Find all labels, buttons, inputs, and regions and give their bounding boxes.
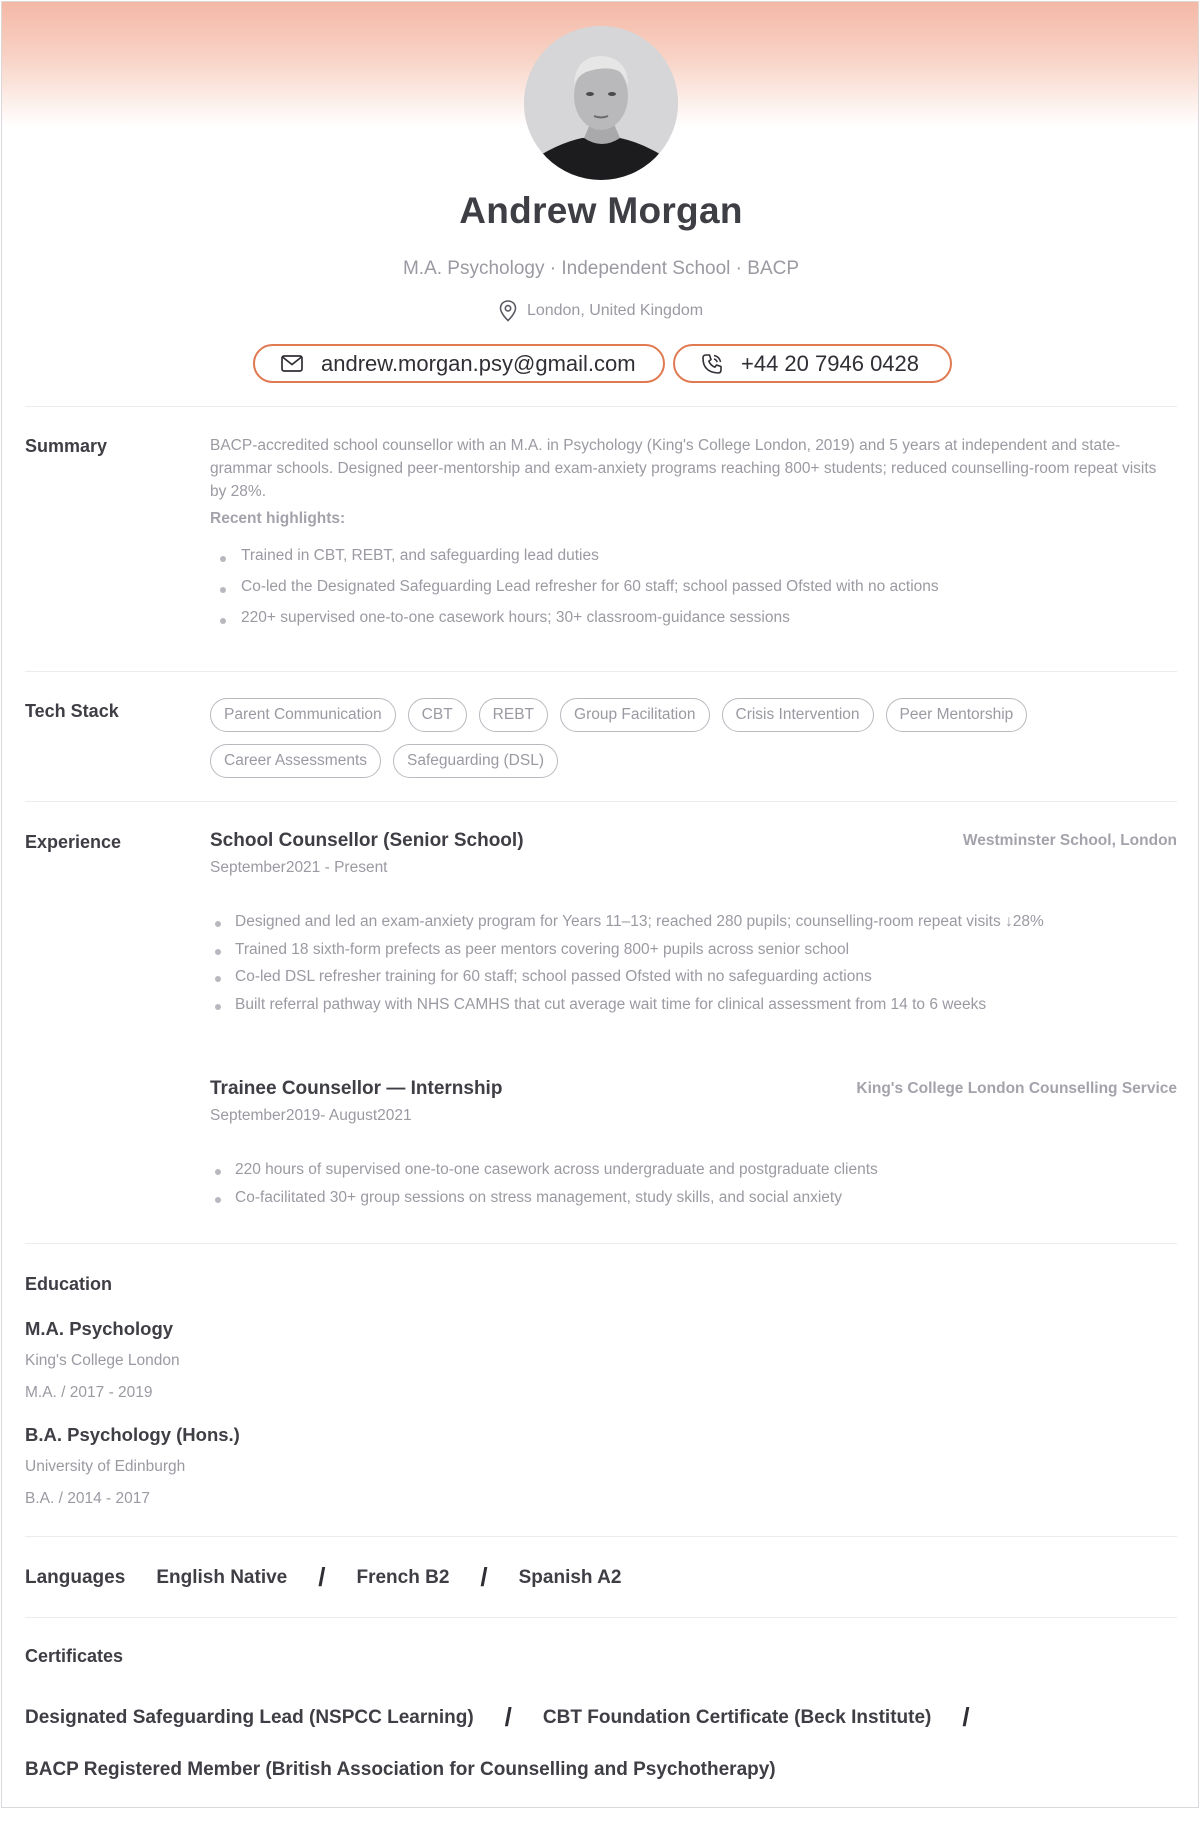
list-item: Co-facilitated 30+ group sessions on stress management, study skills, and social anxiety bbox=[210, 1189, 1177, 1217]
candidate-name: Andrew Morgan bbox=[459, 190, 743, 231]
phone-text: +44 20 7946 0428 bbox=[741, 350, 920, 376]
summary-heading: Summary bbox=[25, 436, 108, 456]
phone-icon bbox=[701, 353, 723, 375]
job-entry bbox=[210, 830, 1177, 1023]
skill-tag: Crisis Intervention bbox=[722, 698, 874, 732]
list-item: Trained 18 sixth-form prefects as peer mentors covering 800+ pupils across senior school bbox=[210, 941, 1177, 969]
certificates-row bbox=[25, 1759, 776, 1781]
job-company: Westminster School, London bbox=[962, 832, 1177, 849]
skill-tag: CBT bbox=[408, 698, 467, 732]
location-text: London, United Kingdom bbox=[526, 302, 704, 319]
experience-heading: Experience bbox=[25, 832, 122, 852]
list-item: 220 hours of supervised one-to-one casework across undergraduate and postgraduate clients bbox=[210, 1161, 1177, 1189]
list-item: Co-led the Designated Safeguarding Lead refresher for 60 staff; school passed Ofsted with no actions bbox=[210, 578, 939, 609]
edu-school: University of Edinburgh bbox=[25, 1458, 186, 1475]
candidate-tagline: M.A. Psychology · Independent School · BACP bbox=[402, 258, 800, 279]
edu-school: King's College London bbox=[25, 1352, 180, 1369]
languages-heading: Languages bbox=[25, 1566, 126, 1588]
divider bbox=[25, 1536, 1177, 1537]
separator: / bbox=[318, 1562, 326, 1592]
email-text: andrew.morgan.psy@gmail.com bbox=[321, 350, 636, 376]
highlights-list bbox=[210, 547, 939, 640]
skill-tag: Career Assessments bbox=[210, 744, 381, 778]
map-pin-icon bbox=[499, 300, 517, 322]
list-item: Co-led DSL refresher training for 60 staff; school passed Ofsted with no safeguarding actions bbox=[210, 968, 1177, 996]
list-item: Designed and led an exam-anxiety program for Years 11–13; reached 280 pupils; counselling-room repeat visits ↓28% bbox=[210, 913, 1177, 941]
divider bbox=[25, 406, 1177, 407]
certificates-row bbox=[25, 1702, 1001, 1733]
contact-row bbox=[253, 344, 952, 384]
skill-tags bbox=[210, 698, 1110, 778]
edu-detail: M.A. / 2017 - 2019 bbox=[25, 1384, 153, 1401]
language-item: Spanish A2 bbox=[518, 1566, 622, 1588]
divider bbox=[25, 801, 1177, 802]
language-item: French B2 bbox=[356, 1566, 450, 1588]
edu-degree: M.A. Psychology bbox=[25, 1318, 174, 1339]
certificate-item: CBT Foundation Certificate (Beck Institute) bbox=[542, 1706, 932, 1728]
certificate-item: BACP Registered Member (British Association for Counselling and Psychotherapy) bbox=[25, 1759, 776, 1780]
avatar bbox=[524, 26, 678, 180]
location bbox=[2, 300, 1199, 322]
job-bullets bbox=[210, 1161, 1177, 1216]
job-bullets bbox=[210, 913, 1177, 1023]
edu-degree: B.A. Psychology (Hons.) bbox=[25, 1424, 240, 1445]
tech-stack-heading: Tech Stack bbox=[25, 701, 119, 721]
list-item: 220+ supervised one-to-one casework hours; 30+ classroom-guidance sessions bbox=[210, 609, 939, 640]
job-title: Trainee Counsellor — Internship bbox=[210, 1078, 503, 1099]
certificates-heading: Certificates bbox=[25, 1646, 124, 1666]
resume-frame bbox=[1, 1, 1199, 1808]
divider bbox=[25, 1243, 1177, 1244]
list-item: Trained in CBT, REBT, and safeguarding lead duties bbox=[210, 547, 939, 578]
job-title: School Counsellor (Senior School) bbox=[210, 830, 524, 851]
skill-tag: Parent Communication bbox=[210, 698, 396, 732]
certificate-item: Designated Safeguarding Lead (NSPCC Learning) bbox=[25, 1706, 474, 1728]
education-heading: Education bbox=[25, 1274, 113, 1294]
languages-row bbox=[25, 1562, 621, 1593]
skill-tag: Safeguarding (DSL) bbox=[393, 744, 558, 778]
job-dates: September2019- August2021 bbox=[210, 1107, 412, 1124]
separator: / bbox=[480, 1562, 488, 1592]
edu-detail: B.A. / 2014 - 2017 bbox=[25, 1490, 150, 1507]
phone-link[interactable] bbox=[673, 344, 952, 383]
separator: / bbox=[504, 1702, 512, 1732]
job-dates: September2021 - Present bbox=[210, 859, 388, 876]
skill-tag: Peer Mentorship bbox=[886, 698, 1028, 732]
list-item: Built referral pathway with NHS CAMHS that cut average wait time for clinical assessment from 14 to 6 weeks bbox=[210, 996, 1177, 1024]
divider bbox=[25, 671, 1177, 672]
separator: / bbox=[962, 1702, 970, 1732]
job-company: King's College London Counselling Service bbox=[856, 1080, 1177, 1097]
skill-tag: Group Facilitation bbox=[560, 698, 709, 732]
email-link[interactable] bbox=[253, 344, 665, 383]
language-item: English Native bbox=[156, 1566, 288, 1588]
job-entry bbox=[210, 1078, 1177, 1216]
divider bbox=[25, 1617, 1177, 1618]
envelope-icon bbox=[281, 355, 303, 372]
highlights-label: Recent highlights: bbox=[210, 510, 346, 527]
summary-text: BACP-accredited school counsellor with an M.A. in Psychology (King's College London, 2019) and 5 years at independent and state-grammar schools. Designed peer-mentorship and exam-anxiety programs reaching 800+ students; reduced counselling-room repeat visits by 28%. bbox=[210, 437, 1157, 500]
skill-tag: REBT bbox=[479, 698, 548, 732]
